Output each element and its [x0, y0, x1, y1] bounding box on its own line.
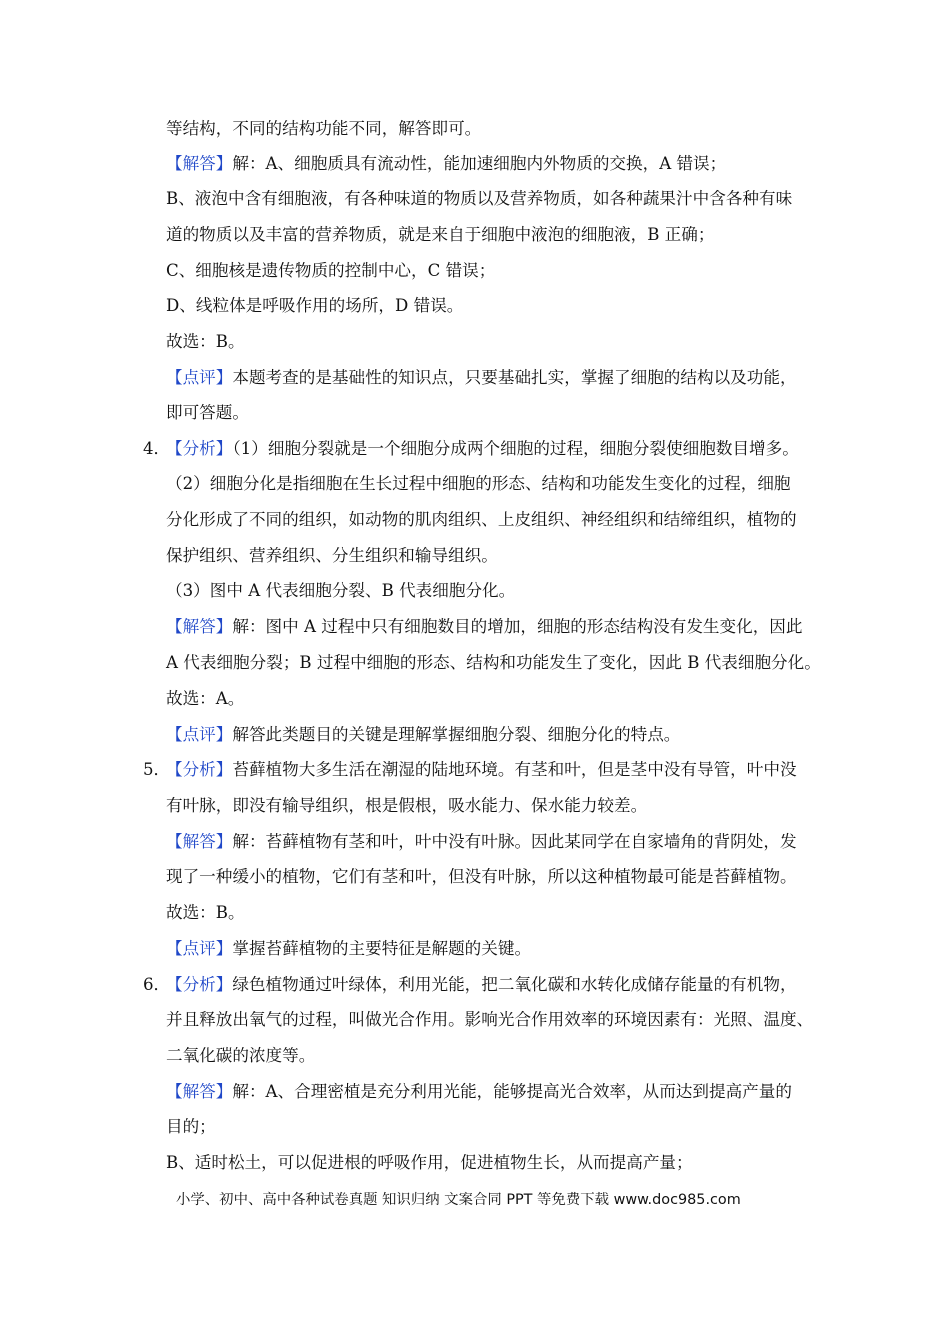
q3-continuation: 等结构，不同的结构功能不同，解答即可。 [166, 119, 482, 138]
q4-analysis-line3: 分化形成了不同的组织，如动物的肌肉组织、上皮组织、神经组织和结缔组织，植物的 [166, 510, 797, 529]
q4-review-text: 解答此类题目的关键是理解掌握细胞分裂、细胞分化的特点。 [232, 725, 681, 744]
q6-analysis-line3: 二氧化碳的浓度等。 [166, 1046, 316, 1065]
q3-option-d: D、线粒体是呼吸作用的场所，D 错误。 [166, 296, 464, 315]
review-tag: 【点评】 [166, 368, 233, 387]
q6-number: 6． [143, 975, 171, 994]
q4-review [166, 724, 680, 746]
q6-answer [166, 1081, 792, 1103]
q5-review [166, 938, 531, 960]
q3-review-line2: 即可答题。 [166, 403, 249, 422]
q3-option-b-line1: B、液泡中含有细胞液，有各种味道的物质以及营养物质，如各种蔬果汁中含各种有味 [166, 189, 793, 208]
q6-analysis-line2: 并且释放出氧气的过程，叫做光合作用。影响光合作用效率的环境因素有：光照、温度、 [166, 1010, 814, 1029]
analysis-tag: 【分析】 [166, 760, 233, 779]
q6-answer-line2: 目的； [166, 1117, 216, 1136]
q6-answer-text: 解：A、合理密植是充分利用光能，能够提高光合效率，从而达到提高产量的 [232, 1082, 792, 1101]
q3-choice: 故选：B。 [166, 332, 245, 351]
q6-analysis-text: 绿色植物通过叶绿体，利用光能，把二氧化碳和水转化成储存能量的有机物， [232, 975, 797, 994]
q3-review-text: 本题考查的是基础性的知识点，只要基础扎实，掌握了细胞的结构以及功能， [232, 368, 797, 387]
q4-analysis [166, 438, 799, 460]
page-footer: 小学、初中、高中各种试卷真题 知识归纳 文案合同 PPT 等免费下载 www.doc985.com [176, 1192, 741, 1208]
q3-option-b-line2: 道的物质以及丰富的营养物质，就是来自于细胞中液泡的细胞液，B 正确； [166, 225, 715, 244]
q5-choice: 故选：B。 [166, 903, 245, 922]
q3-option-c: C、细胞核是遗传物质的控制中心，C 错误； [166, 261, 496, 280]
q6-analysis [166, 974, 797, 996]
q4-analysis-line2: （2）细胞分化是指细胞在生长过程中细胞的形态、结构和功能发生变化的过程，细胞 [166, 474, 791, 493]
review-tag: 【点评】 [166, 939, 233, 958]
q5-answer-line2: 现了一种缓小的植物，它们有茎和叶，但没有叶脉，所以这种植物最可能是苔藓植物。 [166, 867, 797, 886]
q4-analysis-line4: 保护组织、营养组织、分生组织和输导组织。 [166, 546, 498, 565]
q4-answer-line2: A 代表细胞分裂；B 过程中细胞的形态、结构和功能发生了变化，因此 B 代表细胞分化。 [166, 653, 821, 672]
q5-analysis-text: 苔藓植物大多生活在潮湿的陆地环境。有茎和叶，但是茎中没有导管，叶中没 [232, 760, 797, 779]
q3-review [166, 367, 797, 389]
q5-analysis-line2: 有叶脉，即没有输导组织，根是假根，吸水能力、保水能力较差。 [166, 796, 648, 815]
q5-number: 5． [143, 760, 171, 779]
q4-analysis-text: （1）细胞分裂就是一个细胞分成两个细胞的过程，细胞分裂使细胞数目增多。 [232, 439, 799, 458]
analysis-tag: 【分析】 [166, 439, 233, 458]
q6-option-b: B、适时松土，可以促进根的呼吸作用，促进植物生长，从而提高产量； [166, 1153, 693, 1172]
q4-choice: 故选：A。 [166, 689, 245, 708]
q3-answer [166, 153, 726, 175]
q5-answer [166, 831, 797, 853]
review-tag: 【点评】 [166, 725, 233, 744]
q4-analysis-line5: （3）图中 A 代表细胞分裂、B 代表细胞分化。 [166, 581, 516, 600]
analysis-tag: 【分析】 [166, 975, 233, 994]
q4-answer-text: 解：图中 A 过程中只有细胞数目的增加，细胞的形态结构没有发生变化，因此 [232, 617, 803, 636]
answer-tag: 【解答】 [166, 617, 233, 636]
q4-answer [166, 616, 803, 638]
q4-number: 4． [143, 439, 171, 458]
answer-tag: 【解答】 [166, 154, 233, 173]
answer-tag: 【解答】 [166, 1082, 233, 1101]
q3-answer-text: 解：A、细胞质具有流动性，能加速细胞内外物质的交换，A 错误； [232, 154, 727, 173]
answer-tag: 【解答】 [166, 832, 233, 851]
q5-answer-text: 解：苔藓植物有茎和叶，叶中没有叶脉。因此某同学在自家墙角的背阴处，发 [232, 832, 797, 851]
q5-review-text: 掌握苔藓植物的主要特征是解题的关键。 [232, 939, 532, 958]
q5-analysis [166, 759, 797, 781]
